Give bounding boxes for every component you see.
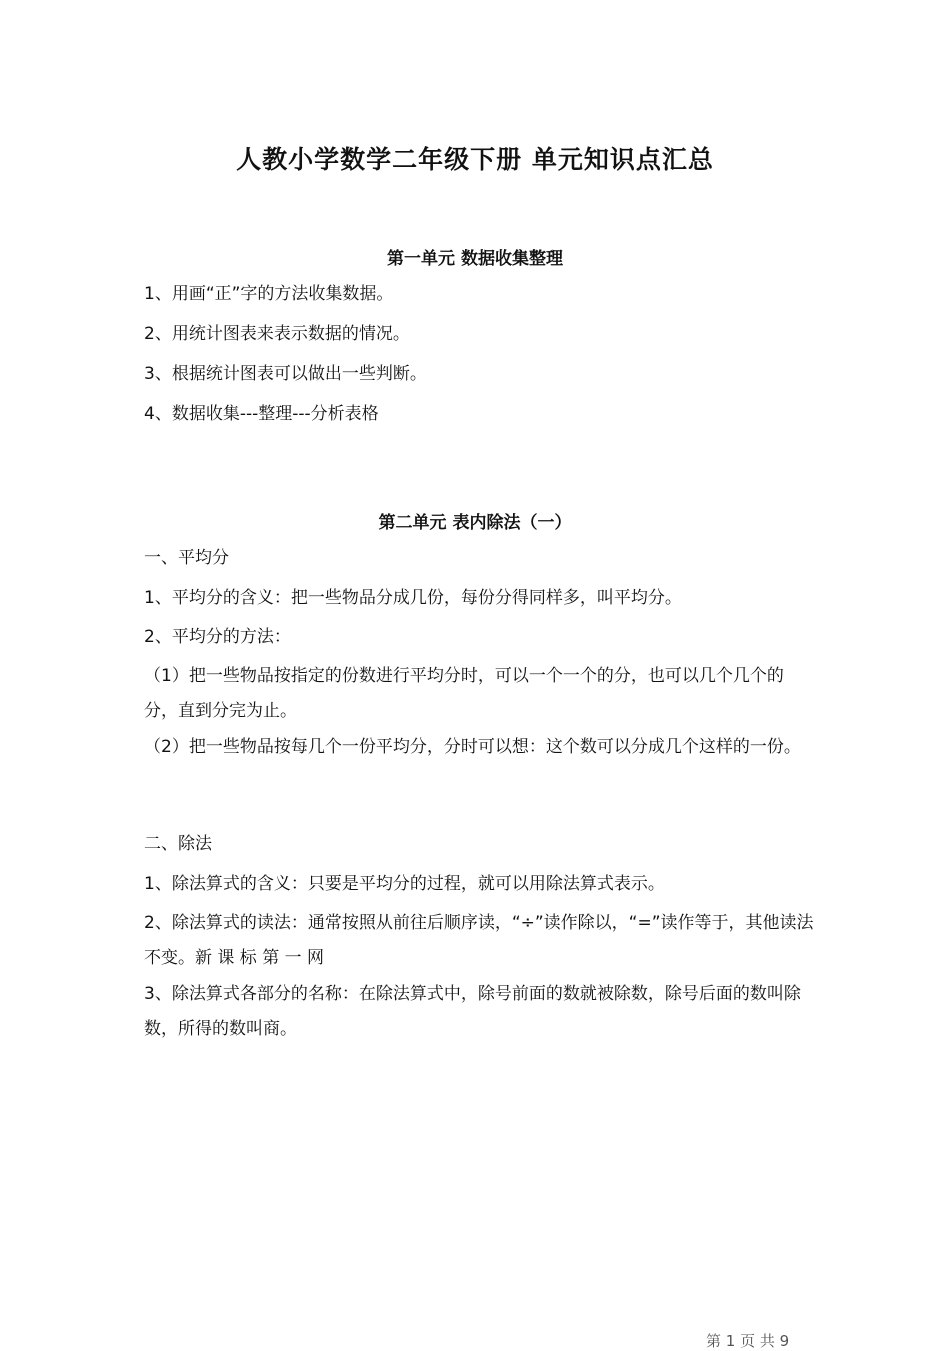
unit2-part1-method-2: （2）把一些物品按每几个一份平均分，分时可以想：这个数可以分成几个这样的一份。	[144, 737, 801, 757]
unit2-part1-item-2: 2、平均分的方法：	[144, 627, 291, 647]
unit2-part2-item-2: 2、除法算式的读法：通常按照从前往后顺序读，“÷”读作除以，“=”读作等于，其他读法不变。新 课 标 第 一 网	[144, 913, 814, 968]
unit2-heading: 第二单元 表内除法（一）	[378, 513, 572, 533]
unit2-part2-item-3: 3、除法算式各部分的名称：在除法算式中，除号前面的数就被除数，除号后面的数叫除数，所得的数叫商。	[144, 984, 801, 1039]
unit1-item-1: 1、用画“正”字的方法收集数据。	[144, 284, 394, 304]
unit2-part2-item-1: 1、除法算式的含义：只要是平均分的过程，就可以用除法算式表示。	[144, 874, 665, 894]
unit1-heading: 第一单元 数据收集整理	[387, 249, 563, 269]
unit2-part1-item-1: 1、平均分的含义：把一些物品分成几份，每份分得同样多，叫平均分。	[144, 588, 682, 608]
unit2-part1-method-1: （1）把一些物品按指定的份数进行平均分时，可以一个一个的分，也可以几个几个的分，直到分完为止。	[144, 666, 784, 721]
page-footer: 第 1 页 共 9	[706, 1332, 790, 1350]
unit2-part1-heading: 一、平均分	[144, 548, 229, 568]
document-title: 人教小学数学二年级下册 单元知识点汇总	[236, 145, 714, 174]
unit1-item-4: 4、数据收集---整理---分析表格	[144, 404, 379, 424]
unit1-item-3: 3、根据统计图表可以做出一些判断。	[144, 364, 427, 384]
unit1-item-2: 2、用统计图表来表示数据的情况。	[144, 324, 410, 344]
unit2-part2-heading: 二、除法	[144, 834, 212, 854]
